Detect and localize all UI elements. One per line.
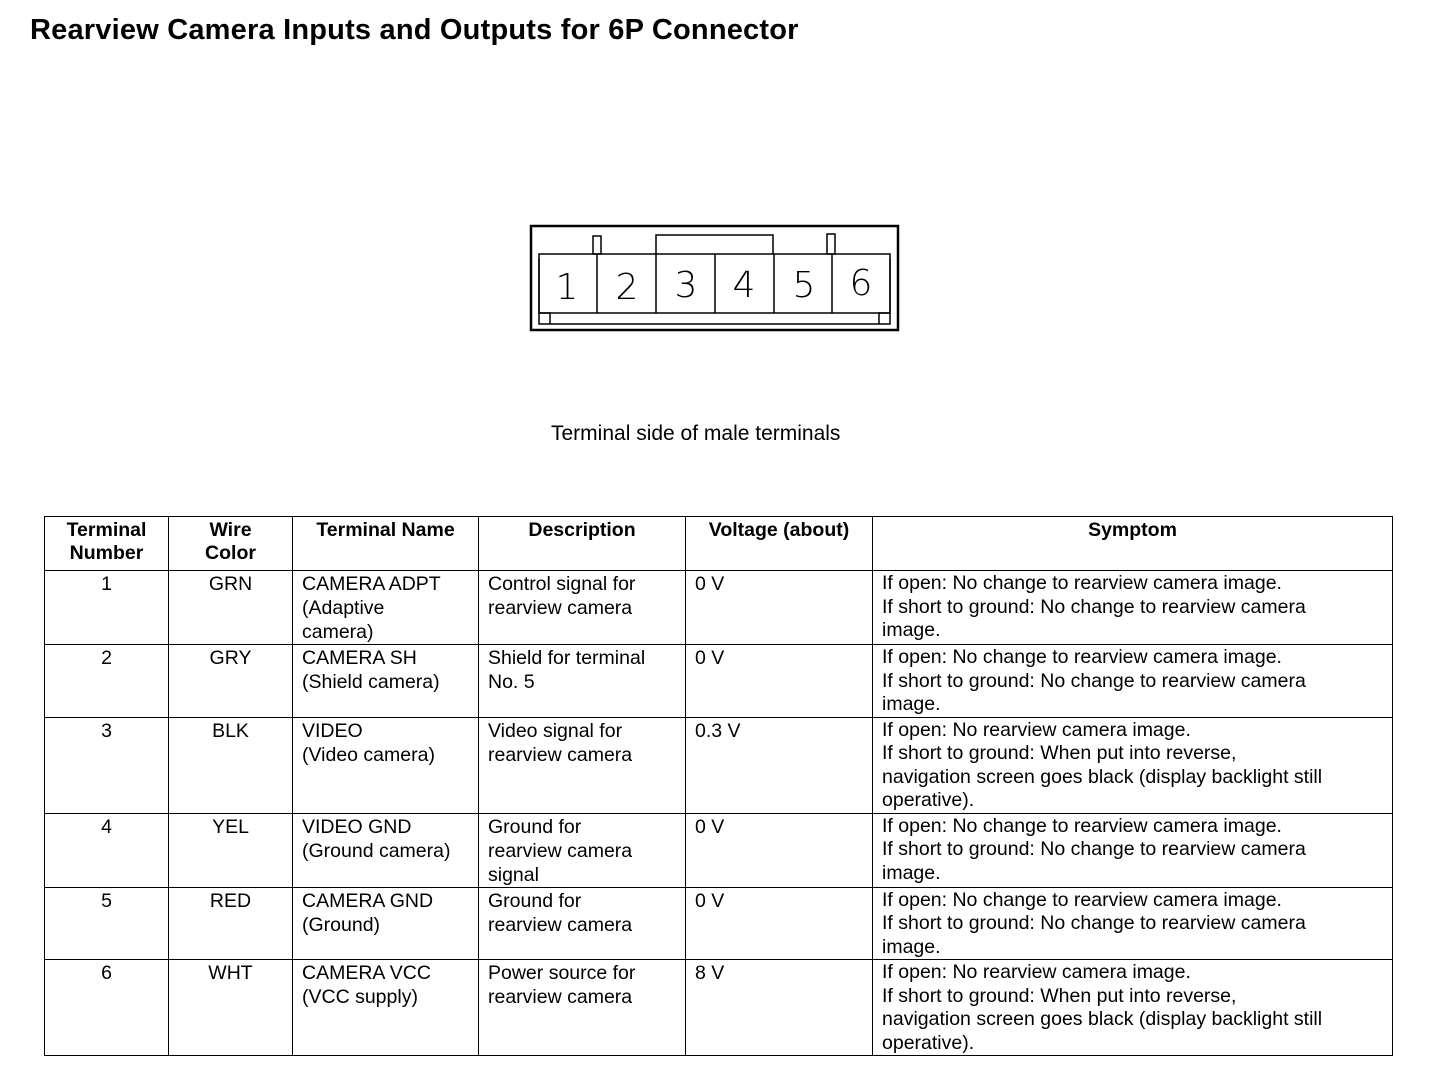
terminal-number-cell: 3 — [45, 717, 169, 813]
terminal-name-cell: CAMERA VCC (VCC supply) — [293, 960, 479, 1056]
terminal-label: 1 — [555, 267, 579, 308]
terminal-number-cell: 2 — [45, 645, 169, 718]
table-row — [45, 571, 1393, 645]
symptom-cell: If open: No change to rearview camera image. If short to ground: No change to rearview camera image. — [873, 887, 1393, 960]
symptom-cell: If open: No change to rearview camera image. If short to ground: No change to rearview camera image. — [873, 645, 1393, 718]
connector-diagram — [530, 225, 899, 331]
header-wire-color: Wire Color — [169, 517, 293, 571]
terminal-name-cell: VIDEO (Video camera) — [293, 717, 479, 813]
connector-caption: Terminal side of male terminals — [551, 422, 841, 445]
terminal-number-cell: 6 — [45, 960, 169, 1056]
wire-color-cell: GRN — [169, 571, 293, 645]
table-row — [45, 813, 1393, 887]
description-cell: Power source for rearview camera — [479, 960, 686, 1056]
header-voltage: Voltage (about) — [686, 517, 873, 571]
voltage-cell: 0 V — [686, 571, 873, 645]
table-row — [45, 960, 1393, 1056]
wire-color-cell: GRY — [169, 645, 293, 718]
header-symptom: Symptom — [873, 517, 1393, 571]
description-cell: Control signal for rearview camera — [479, 571, 686, 645]
voltage-cell: 0 V — [686, 813, 873, 887]
description-cell: Video signal for rearview camera — [479, 717, 686, 813]
voltage-cell: 0.3 V — [686, 717, 873, 813]
terminal-number-cell: 4 — [45, 813, 169, 887]
terminal-name-cell: CAMERA GND (Ground) — [293, 887, 479, 960]
terminal-name-cell: VIDEO GND (Ground camera) — [293, 813, 479, 887]
symptom-cell: If open: No rearview camera image. If short to ground: When put into reverse, navigation screen goes black (display backlight still operative). — [873, 717, 1393, 813]
header-terminal-number: Terminal Number — [45, 517, 169, 571]
description-cell: Ground for rearview camera signal — [479, 813, 686, 887]
table-row — [45, 887, 1393, 960]
voltage-cell: 0 V — [686, 887, 873, 960]
header-terminal-name: Terminal Name — [293, 517, 479, 571]
terminal-label: 5 — [792, 265, 816, 306]
pinout-table — [44, 516, 1393, 1056]
terminal-number-cell: 1 — [45, 571, 169, 645]
symptom-cell: If open: No change to rearview camera image. If short to ground: No change to rearview camera image. — [873, 571, 1393, 645]
table-row — [45, 645, 1393, 718]
terminal-name-cell: CAMERA SH (Shield camera) — [293, 645, 479, 718]
symptom-cell: If open: No change to rearview camera image. If short to ground: No change to rearview camera image. — [873, 813, 1393, 887]
wire-color-cell: WHT — [169, 960, 293, 1056]
voltage-cell: 8 V — [686, 960, 873, 1056]
wire-color-cell: YEL — [169, 813, 293, 887]
description-cell: Shield for terminal No. 5 — [479, 645, 686, 718]
wire-color-cell: BLK — [169, 717, 293, 813]
terminal-label: 6 — [849, 263, 873, 304]
terminal-number-cell: 5 — [45, 887, 169, 960]
voltage-cell: 0 V — [686, 645, 873, 718]
terminal-label: 2 — [615, 267, 639, 308]
terminal-label: 4 — [732, 265, 756, 306]
header-description: Description — [479, 517, 686, 571]
table-header-row — [45, 517, 1393, 571]
table-row — [45, 717, 1393, 813]
symptom-cell: If open: No rearview camera image. If short to ground: When put into reverse, navigation screen goes black (display backlight still operative). — [873, 960, 1393, 1056]
terminal-label: 3 — [674, 265, 698, 306]
description-cell: Ground for rearview camera — [479, 887, 686, 960]
terminal-name-cell: CAMERA ADPT (Adaptive camera) — [293, 571, 479, 645]
page-title: Rearview Camera Inputs and Outputs for 6P Connector — [30, 14, 799, 46]
wire-color-cell: RED — [169, 887, 293, 960]
